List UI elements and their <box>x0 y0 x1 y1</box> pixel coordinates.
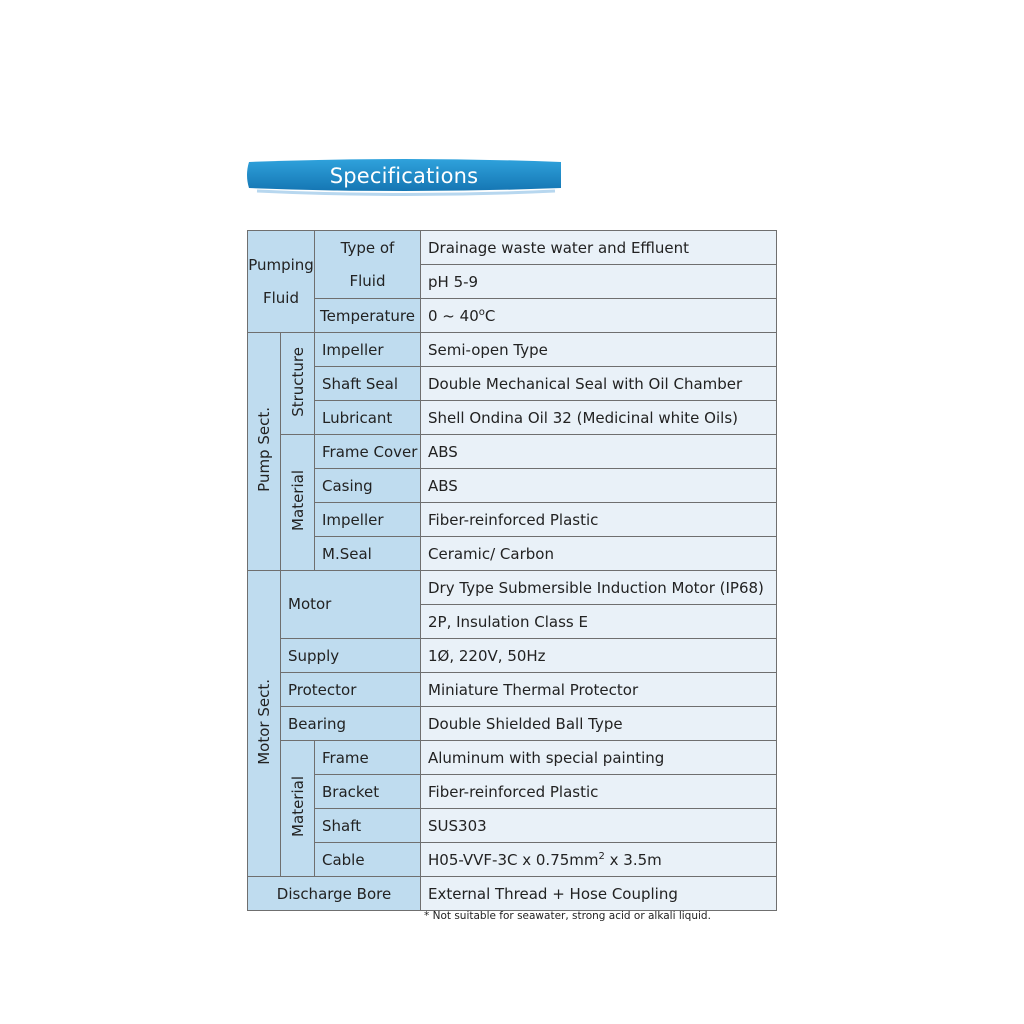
table-row <box>248 775 777 809</box>
temperature-value <box>421 299 777 333</box>
table-row <box>248 877 777 911</box>
table-row <box>248 367 777 401</box>
supply-label: Supply <box>281 639 421 673</box>
table-row <box>248 843 777 877</box>
pumping-fluid-group <box>248 231 315 333</box>
frame-cover-value: ABS <box>421 435 777 469</box>
bearing-label: Bearing <box>281 707 421 741</box>
frame-cover-label: Frame Cover <box>315 435 421 469</box>
structure-impeller-label: Impeller <box>315 333 421 367</box>
motor-label: Motor <box>281 571 421 639</box>
table-row <box>248 401 777 435</box>
mseal-label: M.Seal <box>315 537 421 571</box>
temperature-label: Temperature <box>315 299 421 333</box>
title-banner <box>245 156 563 196</box>
structure-group <box>281 333 315 435</box>
protector-value: Miniature Thermal Protector <box>421 673 777 707</box>
table-row <box>248 333 777 367</box>
structure-impeller-value: Semi-open Type <box>421 333 777 367</box>
type-of-fluid-label-1: Type of <box>340 238 395 257</box>
cable-squared: 2 <box>598 850 605 862</box>
motor-value-1: Dry Type Submersible Induction Motor (IP68) <box>421 571 777 605</box>
pump-material-label: Material <box>288 470 307 531</box>
table-row <box>248 537 777 571</box>
mseal-value: Ceramic/ Carbon <box>421 537 777 571</box>
lubricant-label: Lubricant <box>315 401 421 435</box>
table-row <box>248 231 777 265</box>
shaft-seal-label: Shaft Seal <box>315 367 421 401</box>
page-title: Specifications <box>329 164 479 188</box>
motor-material-label: Material <box>288 776 307 837</box>
shaft-seal-value: Double Mechanical Seal with Oil Chamber <box>421 367 777 401</box>
table-row <box>248 299 777 333</box>
temperature-range: 0 ~ 40 <box>428 306 479 325</box>
table-row <box>248 741 777 775</box>
table-row <box>248 673 777 707</box>
table-row <box>248 639 777 673</box>
type-of-fluid-cell <box>315 231 421 299</box>
pumping-fluid-label-1: Pumping <box>248 255 314 274</box>
cable-value <box>421 843 777 877</box>
table-row <box>248 809 777 843</box>
pump-sect-label: Pump Sect. <box>255 407 273 492</box>
bracket-label: Bracket <box>315 775 421 809</box>
structure-label: Structure <box>288 346 307 417</box>
spec-table <box>247 230 777 911</box>
frame-value: Aluminum with special painting <box>421 741 777 775</box>
cable-spec: H05-VVF-3C x 0.75mm <box>428 850 599 869</box>
cable-length: x 3.5m <box>604 850 662 869</box>
frame-label: Frame <box>315 741 421 775</box>
discharge-bore-label: Discharge Bore <box>248 877 421 911</box>
shaft-value: SUS303 <box>421 809 777 843</box>
cable-label: Cable <box>315 843 421 877</box>
shaft-label: Shaft <box>315 809 421 843</box>
motor-value-2: 2P, Insulation Class E <box>421 605 777 639</box>
table-row <box>248 707 777 741</box>
table-row <box>248 469 777 503</box>
discharge-bore-value: External Thread + Hose Coupling <box>421 877 777 911</box>
motor-sect-label: Motor Sect. <box>255 678 273 765</box>
type-of-fluid-value-2: pH 5-9 <box>421 265 777 299</box>
temperature-unit: C <box>484 306 496 325</box>
degree-mark: o <box>478 306 485 318</box>
table-row <box>248 503 777 537</box>
bracket-value: Fiber-reinforced Plastic <box>421 775 777 809</box>
pumping-fluid-label-2: Fluid <box>263 288 299 307</box>
material-impeller-label: Impeller <box>315 503 421 537</box>
footnote: * Not suitable for seawater, strong acid or alkali liquid. <box>424 910 711 922</box>
motor-material-group <box>281 741 315 877</box>
protector-label: Protector <box>281 673 421 707</box>
type-of-fluid-label-2: Fluid <box>349 271 386 290</box>
casing-value: ABS <box>421 469 777 503</box>
material-impeller-value: Fiber-reinforced Plastic <box>421 503 777 537</box>
supply-value: 1Ø, 220V, 50Hz <box>421 639 777 673</box>
lubricant-value: Shell Ondina Oil 32 (Medicinal white Oils) <box>421 401 777 435</box>
casing-label: Casing <box>315 469 421 503</box>
pump-sect-group <box>248 333 281 571</box>
bearing-value: Double Shielded Ball Type <box>421 707 777 741</box>
motor-sect-group <box>248 571 281 877</box>
type-of-fluid-value-1: Drainage waste water and Effluent <box>421 231 777 265</box>
table-row <box>248 435 777 469</box>
table-row <box>248 571 777 605</box>
pump-material-group <box>281 435 315 571</box>
